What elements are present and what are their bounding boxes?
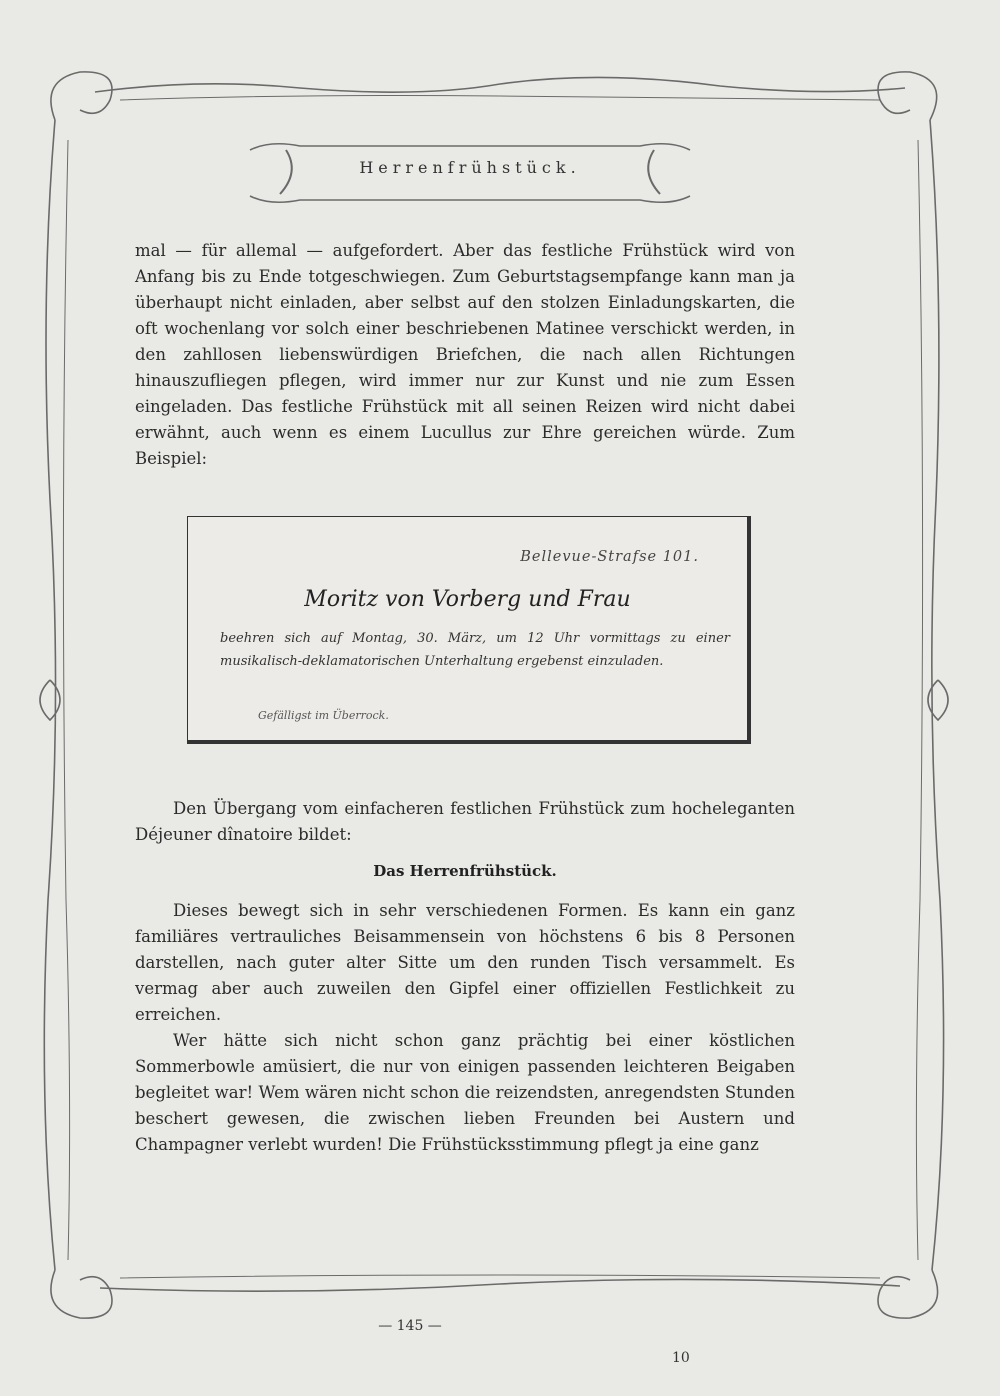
invitation-card <box>187 516 751 744</box>
transition-paragraph <box>135 796 795 848</box>
sheet-number: 10 <box>672 1350 690 1366</box>
page-header <box>250 140 690 200</box>
paragraph: Den Übergang vom einfacheren festlichen Frühstück zum hocheleganten Déjeuner dînatoire bildet: <box>135 799 795 844</box>
card-address: Bellevue-Strafse 101. <box>520 549 699 565</box>
paragraph: mal — für allemal — aufgefordert. Aber das festliche Frühstück wird von Anfang bis zu Ende totgeschwiegen. Zum Geburtstagsempfange kann man ja überhaupt nicht einladen, aber selbst auf den stolzen Einladungskarten, die oft wochenlang vor solch einer beschriebenen Matinee verschickt werden, in den zahllosen liebenswürdigen Briefchen, die nach allen Richtungen hinauszufliegen pflegen, wird immer nur zur Kunst und nie zum Essen eingeladen. Das festliche Frühstück mit all seinen Reizen wird nicht dabei erwähnt, auch wenn es einem Lucullus zur Ehre gereichen würde. Zum Beispiel: <box>135 241 795 468</box>
running-title: Herrenfrühstück. <box>359 158 581 177</box>
section-heading: Das Herrenfrühstück. <box>373 862 557 880</box>
card-host-name: Moritz von Vorberg und Frau <box>304 587 631 612</box>
opening-paragraph <box>135 238 795 472</box>
paragraph: Wer hätte sich nicht schon ganz prächtig bei einer köstlichen Sommerbowle amüsiert, die nur von einigen passenden leichteren Beigaben begleitet war! Wem wären nicht schon die reizendsten, anregendsten Stunden beschert gewesen, die zwischen lieben Freunden bei Austern und Champagner verlebt wurden! Die Frühstücksstimmung pflegt ja eine ganz <box>135 1031 795 1154</box>
card-body-text: beehren sich auf Montag, 30. März, um 12 Uhr vormittags zu einer musikalisch-deklamatorischen Unterhaltung ergebenst einzuladen. <box>220 631 730 669</box>
paragraph: Dieses bewegt sich in sehr verschiedenen Formen. Es kann ein ganz familiäres vertrauliches Beisammensein von höchstens 6 bis 8 Personen darstellen, nach guter alter Sitte um den runden Tisch versammelt. Es vermag aber auch zuweilen den Gipfel einer offiziellen Festlichkeit zu erreichen. <box>135 901 795 1024</box>
card-dress-note: Gefälligst im Überrock. <box>258 709 389 722</box>
page-number: — 145 — <box>378 1318 442 1334</box>
closing-paragraphs <box>135 898 795 1158</box>
